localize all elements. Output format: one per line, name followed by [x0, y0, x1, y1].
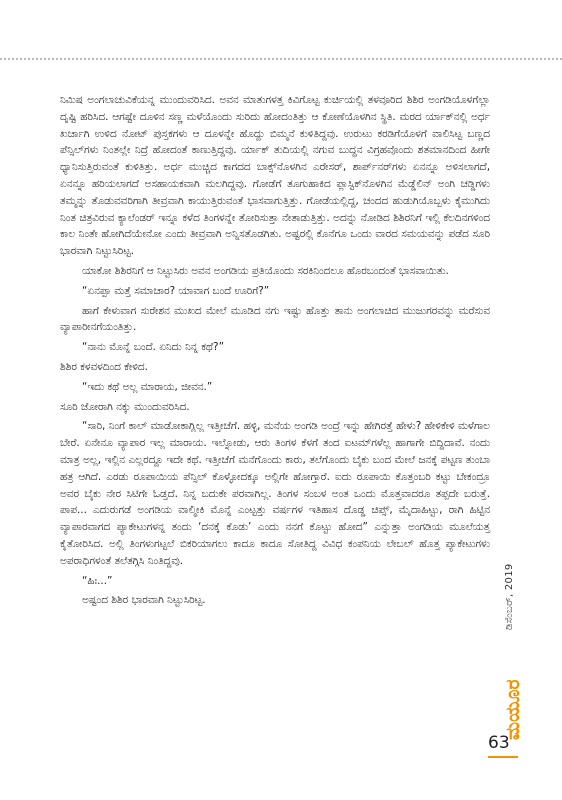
- dialogue-line-1: “ಏನಪ್ಪಾ ಮತ್ತೆ ಸಮಾಚಾರ? ಯಾವಾಗ ಬಂದೆ ಊರಿಗೆ?”: [82, 284, 270, 297]
- side-banner: [500, 560, 530, 760]
- issue-date: ಡಿಸೆಂಬರ್, 2019: [504, 563, 515, 630]
- paragraph-2: ಯಾಕೋ ಶಿಶಿರನಿಗೆ ಆ ನಿಟ್ಟುಸಿರು ಅವನ ಅಂಗಡಿಯ ಪ್ರತಿಯೊಂದು ಸರಕಿನಿಂದಲೂ ಹೊರಬಂದಂತೆ ಭಾಸವಾಯಿತು.: [82, 264, 449, 277]
- dialogue-line-5: “ಹಿಃ...”: [82, 574, 113, 587]
- paragraph-1: ನಿಮಿಷ ಅಂಗಲಾಚುವಿಕೆಯನ್ನ ಮುಂದುವರಿಸಿದ. ಅವನ ಮಾತುಗಳತ್ತ ಕಿವಿಗೊಟ್ಟ ಕುರ್ಚಿಯಲ್ಲಿ ತಳವೂರಿದ ಶಿಶಿರ ಅಂಗಡಿಯೊಳಗೆಲ್ಲಾ ದೃಷ್ಟಿ ಹರಿಸಿದ. ಆಗಷ್ಟೇ ದೂಳಿನ ಸಣ್ಣ ಮಳೆಯೊಂದು ಸುರಿದು ಹೋದಂತಿತ್ತು ಆ ಕೋಣೆಯೊಳಗಿನ ಸ್ಥಿತಿ. ಮರದ ರ್ಯಾಕ್‌ನಲ್ಲಿ ಅರ್ಧ ಖರ್ಚಾಗಿ ಉಳಿದ ನೋಟ್ ಪುಸ್ತಕಗಳು ಆ ದೂಳನ್ನೇ ಹೊದ್ದು ಬಿಮ್ಮನೆ ಕುಳಿತಿದ್ದವು. ಉರುಟು ಕರಡಿಗೆಯೊಳಗೆ ವಾಲಿಸಿಟ್ಟ ಬಣ್ಣದ ಪೆನ್ಸಿಲ್‌ಗಳು ನಿಂತಲ್ಲೇ ನಿದ್ರೆ ಹೋದಂತೆ ಕಾಣುತ್ತಿದ್ದವು. ರ್ಯಾಕ್ ತುದಿಯಲ್ಲಿ ನಗುವ ಬುದ್ಧನ ವಿಗ್ರಹವೊಂದು ಶತಮಾನದಿಂದ ಹೀಗೇ ಧ್ಯಾನಿಸುತ್ತಿರುವಂತೆ ಕುಳಿತಿತ್ತು. ಅರ್ಧ ಮುಚ್ಚಿದ ಕಾಗದದ ಬಾಕ್ಸ್‌ನೊಳಗಿನ ಎರೇಸರ್, ಶಾರ್ಪ್‌ನರ್‌ಗಳು ಏನನ್ನೂ ಅಳಿಸಲಾಗದೆ, ಏನನ್ನೂ ಹರಿಯಲಾಗದೆ ಅಸಹಾಯಕವಾಗಿ ಮಲಗಿದ್ದವು. ಗೋಡೆಗೆ ತೂಗುಹಾಕಿದ ಪ್ಲಾಸ್ಟಿಕ್‌ನೊಳಗಿನ ಮೆಡ್ಡೆಲಿನ್ ಅಂಗಿ ಚಡ್ಡಿಗಳು ತಮ್ಮನ್ನು ತೊಡುವವರಿಗಾಗಿ ತೀವ್ರವಾಗಿ ಕಾಯುತ್ತಿರುವಂತೆ ಭಾಸವಾಗುತ್ತಿತ್ತು. ಗೋಡೆಯಲ್ಲಿದ್ದ, ಚಂದದ ಹುಡುಗಿಯೊಬ್ಬಳು ಕೈಮುಗಿದು ನಿಂತ ಚಿತ್ರವಿರುವ ಕ್ಯಾಲೆಂಡರ್ ಇನ್ನೂ ಕಳೆದ ತಿಂಗಳನ್ನೇ ತೋರಿಸುತ್ತಾ ನೇತಾಡುತ್ತಿತ್ತು. ಅದನ್ನು ನೋಡಿದ ಶಿಶಿರನಿಗೆ ಇಲ್ಲಿ ಕೆಲದಿನಗಳಿಂದ ಕಾಲ ನಿಂತೇ ಹೋಗಿದೆಯೇನೋ ಎಂದು ತೀವ್ರವಾಗಿ ಅನ್ನಿಸತೊಡಗಿತು. ಅಷ್ಟರಲ್ಲಿ ಕೊನೆಗೂ ಒಂದು ವಾರದ ಸಮಯವನ್ನು ಪಡೆದ ಸೂರಿ ಭಾರವಾಗಿ ನಿಟ್ಟುಸಿರಿಟ್ಟ.: [60, 94, 490, 258]
- paragraph-4: ಶಿಶಿರ ಕಳವಳದಿಂದ ಕೇಳಿದ.: [60, 360, 148, 373]
- magazine-logo: ಮಯೂರ: [502, 679, 524, 740]
- dialogue-line-4: “ಸಾರಿ, ನಿಂಗೆ ಕಾಲ್ ಮಾಡೋಕಾಗ್ಲಿಲ್ಲ ಇತ್ತೀಚೆಗೆ. ಹಳ್ಳಿ, ಮನೆಯ ಅಂಗಡಿ ಅಂದ್ರೆ ಇನ್ನು ಹೇಗಿರತ್ತೆ ಹೇಳು? ಹೇಳಿಕೇಳಿ ಮಳೆಗಾಲ ಬೇರೆ. ಏನೇನೂ ವ್ಯಾಪಾರ ಇಲ್ಲ ಮಾರಾಯ. ಇಲ್ನೋಡು, ಆರು ತಿಂಗಳ ಕೆಳಗೆ ತಂದ ಐಟಮ್‌ಗಳೆಲ್ಲ ಹಾಗಾಗೇ ಬಿದ್ದಿದಾವೆ. ನಂದು ಮಾತ್ರ ಅಲ್ಲ, ಇಲ್ಲಿನ ಎಲ್ಲರದ್ದೂ ಇದೇ ಕಥೆ. ಇತ್ತೀಚೆಗೆ ಮನೆಗೊಂದು ಕಾರು, ತಲೆಗೊಂದು ಬೈಕು ಬಂದ ಮೇಲೆ ಜನಕ್ಕೆ ಪಟ್ಟಣ ತುಂಬಾ ಹತ್ರ ಆಗಿದೆ. ಎರಡು ರೂಪಾಯಿಯ ಪೆನ್ಸಿಲ್ ಕೊಳ್ಳೋದಕ್ಕೂ ಅಲ್ಲಿಗೇ ಹೋಗ್ತಾರೆ. ಐದು ರೂಪಾಯಿ ಕೊತ್ತಂಬರಿ ಕಟ್ಟು ಬೇಕಂದ್ರೂ ಅವರ ಬೈಕು ನೇರ ಸಿಟಿಗೇ ಓಡ್ತದೆ. ನಿನ್ನ ಬದುಕೇ ಪರವಾಗಿಲ್ಲ. ತಿಂಗಳ ಸಂಬಳ ಅಂತ ಒಂದು ಮೊತ್ತವಾದರೂ ತಪ್ಪದೇ ಬರುತ್ತೆ. ಪಾಪ... ಎದುರುಗಡೆ ಅಂಗಡಿಯ ವಾಲ್ಮೀಕಿ ಮೊನ್ನೆ ಎಂಟ್ಟತ್ತು ವರ್ಷಗಳ ಇತಿಹಾಸ ದೊಡ್ಡ ಚಿಪ್ಸ್, ಮೈದಾಹಿಟ್ಟು, ರಾಗಿ ಹಿಟ್ಟಿನ ವ್ಯಾಪಾರವಾಗದ ಪ್ಯಾಕೇಟುಗಳನ್ನ ತಂದು ‘ದನಕ್ಕೆ ಕೊಡು’ ಎಂದು ನನಗೆ ಕೊಟ್ಟು ಹೋದ” ಎನ್ನುತ್ತಾ ಅಂಗಡಿಯ ಮೂಲೆಯತ್ತ ಕೈತೋರಿಸಿದ. ಅಲ್ಲಿ ತಿಂಗಳುಗಟ್ಟಲೆ ಬಿಕರಿಯಾಗಲು ಕಾದೂ ಕಾದೂ ಸೋತಿದ್ದ ವಿವಿಧ ಕಂಪನಿಯ ಲೇಬಲ್ ಹೊತ್ತ ಪ್ಯಾಕೇಟುಗಳು ಅಪರಾಧಿಗಳಂತೆ ತಲೆತಗ್ಗಿಸಿ ನಿಂತಿದ್ದವು.: [60, 420, 490, 567]
- dialogue-line-3: “ಇದು ಕಥೆ ಅಲ್ಲ ಮಾರಾಯ, ಜೀವನ.”: [82, 380, 213, 393]
- dialogue-line-2: “ನಾನು ಮೊನ್ನೆ ಬಂದೆ. ಏನಿದು ನಿನ್ನ ಕಥೆ?”: [82, 341, 224, 354]
- paragraph-5: ಸೂರಿ ಜೋರಾಗಿ ನಕ್ಕು ಮುಂದುವರಿಸಿದ.: [60, 400, 190, 413]
- paragraph-6: ಅಷ್ಟಂದ ಶಿಶಿರ ಭಾರವಾಗಿ ನಿಟ್ಟುಸಿರಿಟ್ಟ.: [82, 594, 206, 607]
- page-number-rule: [488, 756, 518, 758]
- page-number: 63: [488, 733, 510, 753]
- article-body: [60, 92, 490, 609]
- top-dotted-rule: [0, 58, 562, 60]
- paragraph-3: ಹಾಗೆ ಕೇಳುವಾಗ ಸುರೇಶನ ಮುಖದ ಮೇಲೆ ಮೂಡಿದ ನಗು ಇಷ್ಟು ಹೊತ್ತು ತಾನು ಅಂಗಲಾಚಿದ ಮುಜುಗರವನ್ನು ಮರೆಸುವ ವ್ಯಾಪಾರೀನಗೆಯಂತಿತ್ತು.: [60, 304, 490, 334]
